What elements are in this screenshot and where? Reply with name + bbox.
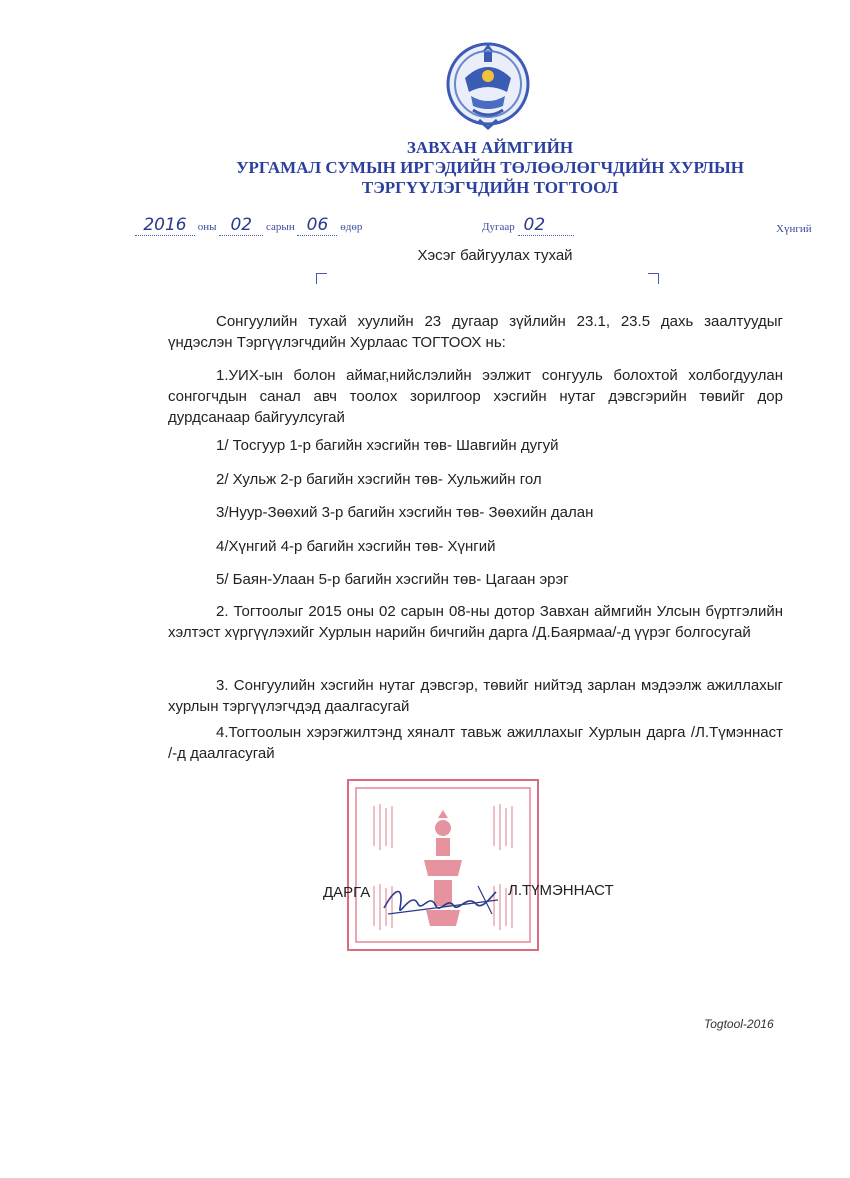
- header-resolution-title: ТЭРГҮҮЛЭГЧДИЙН ТОГТООЛ: [361, 178, 619, 197]
- item-4-paragraph: 4.Тогтоолын хэрэгжилтэнд хяналт тавьж ажиллахыг Хурлын дарга /Л.Түмэннаст /-д даалгасугай: [168, 724, 783, 762]
- state-emblem-icon: [443, 36, 533, 132]
- date-line: [135, 215, 362, 236]
- signatory-name: Л.ТҮМЭННАСТ: [508, 882, 614, 899]
- signatory-title: ДАРГА: [323, 884, 371, 901]
- intro-paragraph: Сонгуулийн тухай хуулийн 23 дугаар зүйлийн 23.1, 23.5 дахь заалтуудыг үндэслэн Тэргүүлэгчдийн Хурлаас ТОГТООХ нь:: [168, 313, 783, 351]
- center-list-item: 1/ Тосгуур 1-р багийн хэсгийн төв- Шавгийн дугуй: [216, 437, 559, 454]
- place-name: Хүнгий: [776, 223, 812, 235]
- center-list-item: 2/ Хульж 2-р багийн хэсгийн төв- Хульжийн гол: [216, 471, 542, 488]
- date-day: 06: [306, 215, 329, 235]
- date-year-suffix: оны: [197, 221, 217, 233]
- document-footer: Togtool-2016: [704, 1017, 774, 1031]
- header-khural: УРГАМАЛ СУМЫН ИРГЭДИЙН ТӨЛӨӨЛӨГЧДИЙН ХУРЛЫН: [236, 158, 744, 177]
- signature-icon: [378, 878, 504, 924]
- resolution-subject: Хэсэг байгуулах тухай: [417, 247, 573, 264]
- official-seal-icon: [344, 776, 542, 954]
- date-month: 02: [230, 215, 253, 235]
- date-month-suffix: сарын: [266, 221, 295, 233]
- number-value: 02: [518, 215, 574, 236]
- subject-bracket-left: [316, 273, 327, 284]
- date-year: 2016: [143, 215, 187, 235]
- resolution-number: [482, 215, 574, 236]
- item-3-paragraph: 3. Сонгуулийн хэсгийн нутаг дэвсгэр, төвийг нийтэд зарлан мэдээлж ажиллахыг хурлын тэргүүлэгчдэд даалгасугай: [168, 677, 783, 715]
- header-aimag: ЗАВХАН АЙМГИЙН: [406, 138, 574, 157]
- center-list-item: 4/Хүнгий 4-р багийн хэсгийн төв- Хүнгий: [216, 538, 496, 555]
- center-list-item: 5/ Баян-Улаан 5-р багийн хэсгийн төв- Цагаан эрэг: [216, 571, 569, 588]
- item-2-paragraph: 2. Тогтоолыг 2015 оны 02 сарын 08-ны дотор Завхан аймгийн Улсын бүртгэлийн хэлтэст хүргүүлэхийг Хурлын нарийн бичгийн дарга /Д.Баярмаа/-д үүрэг болгосугай: [168, 603, 783, 641]
- number-label: Дугаар: [482, 221, 515, 233]
- date-day-suffix: өдөр: [340, 221, 363, 233]
- subject-bracket-right: [648, 273, 659, 284]
- center-list-item: 3/Нуур-Зөөхий 3-р багийн хэсгийн төв- Зөөхийн далан: [216, 504, 594, 521]
- item-1-paragraph: 1.УИХ-ын болон аймаг,нийслэлийн ээлжит сонгууль болохтой холбогдуулан сонгогчдын санал авч тоолох зорилгоор хэсгийн нутаг дэвсгэрийн төвийг дор дурдсанаар байгуулсугай: [168, 367, 783, 426]
